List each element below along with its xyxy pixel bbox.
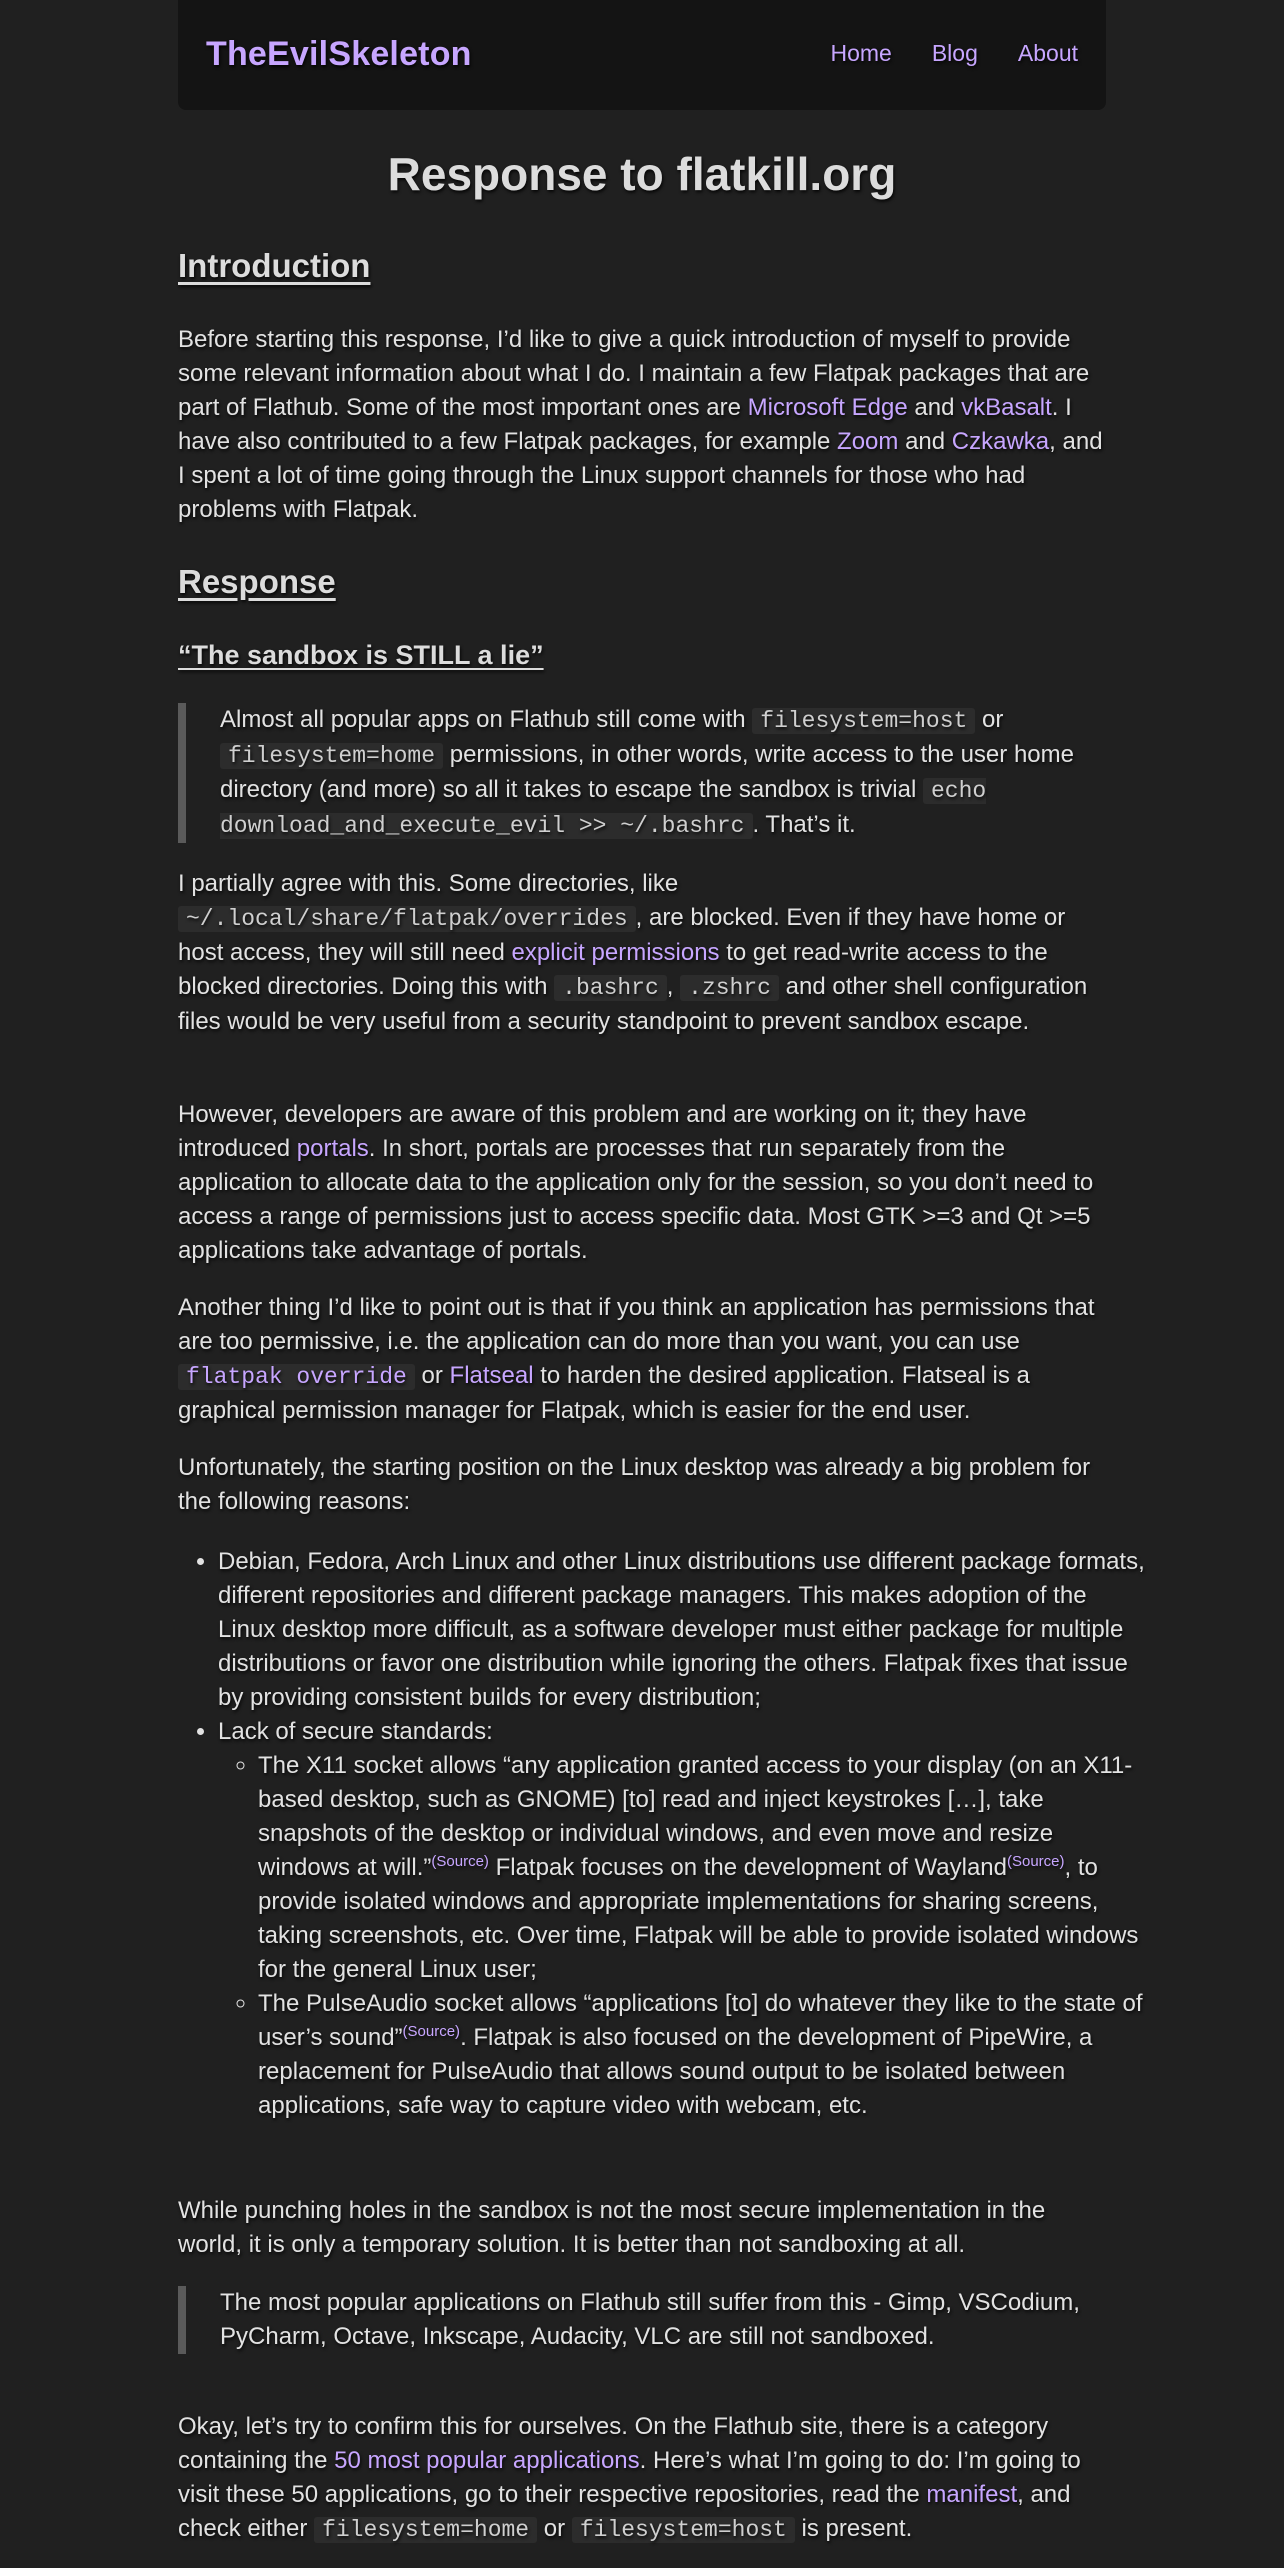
link-source[interactable]: (Source) — [431, 1853, 489, 1870]
text: or — [537, 2515, 572, 2542]
text: . Flatpak is also focused on the development of PipeWire, a replacement for PulseAudio that allows sound output to be isolated between applications, safe way to capture video with webcam, etc. — [258, 2024, 1093, 2119]
text: The PulseAudio socket allows “applications [to] do whatever they like to the state of user’s sound” — [258, 1990, 1143, 2051]
site-header — [178, 0, 1106, 110]
intro-paragraph — [178, 323, 1106, 527]
text: and other shell configuration files would be very useful from a security standpoint to prevent sandbox escape. — [178, 973, 1088, 1035]
code-bashrc: .bashrc — [554, 975, 667, 1001]
code-echo-command: echo download_and_execute_evil >> ~/.bashrc — [220, 778, 987, 839]
link-source[interactable]: (Source) — [402, 2023, 461, 2040]
heading-sandbox-lie: “The sandbox is STILL a lie” — [178, 640, 544, 670]
text: and — [907, 394, 962, 421]
quote-text: The most popular applications on Flathub still suffer from this - Gimp, VSCodium, PyCharm, Octave, Inkscape, Audacity, VLC are still not sandboxed. — [220, 2289, 1080, 2350]
text: Okay, let’s try to confirm this for ourselves. On the Flathub site, there is a category containing the — [178, 2413, 1049, 2474]
paragraph-overrides — [178, 867, 1106, 1039]
text: The X11 socket allows “any application granted access to your display (on an X11-based desktop, such as GNOME) [to] read and inject keystrokes […], take snapshots of the desktop or individual windows, and even move and resize windows at will.” — [258, 1752, 1133, 1881]
link-flatseal[interactable]: Flatseal — [449, 1362, 534, 1389]
code-flatpak-override: flatpak override — [178, 1364, 415, 1390]
text: I partially agree with this. Some directories, like — [178, 870, 679, 897]
text: Another thing I’d like to point out is that if you think an application has permissions that are too permissive, i.e. the application can do more than you want, you can use — [178, 1294, 1095, 1355]
nav-blog[interactable]: Blog — [931, 40, 978, 66]
text: to get read-write access to the blocked directories. Doing this with — [178, 939, 1048, 1000]
text: or — [975, 706, 1004, 733]
page-title: Response to flatkill.org — [387, 148, 897, 200]
link-vkbasalt[interactable]: vkBasalt — [961, 394, 1052, 421]
paragraph-starting-position: Unfortunately, the starting position on the Linux desktop was already a big problem for the following reasons: — [178, 1454, 1091, 1515]
quote-text — [220, 703, 1106, 843]
site-brand-link[interactable]: TheEvilSkeleton — [206, 35, 472, 73]
text: However, developers are aware of this problem and are working on it; they have introduced — [178, 1101, 1027, 1162]
text: is present. — [794, 2515, 913, 2542]
reasons-list — [178, 1545, 1146, 2123]
quote-filesystem — [178, 703, 1106, 843]
nav-home[interactable]: Home — [830, 40, 892, 66]
heading-introduction: Introduction — [178, 247, 371, 284]
link-zoom[interactable]: Zoom — [837, 428, 899, 455]
text: permissions, in other words, write access to the user home directory (and more) so all it takes to escape the sandbox is trivial — [220, 741, 1074, 803]
sub-list — [218, 1749, 1146, 2123]
main-nav — [830, 38, 1078, 68]
text: , and I spent a lot of time going through the Linux support channels for those who had problems with Flatpak. — [178, 428, 1103, 523]
text: Flatpak focuses on the development of Wayland — [488, 1854, 1007, 1881]
text: to harden the desired application. Flatseal is a graphical permission manager for Flatpak, which is easier for the end user. — [178, 1362, 1030, 1424]
text: . I have also contributed to a few Flatpak packages, for example — [178, 394, 1072, 455]
link-portals[interactable]: portals — [296, 1135, 369, 1162]
text: , are blocked. Even if they have home or host access, they will still need — [178, 904, 1066, 966]
text: , — [666, 973, 681, 1000]
code-zshrc: .zshrc — [680, 975, 779, 1001]
text: or — [414, 1362, 450, 1389]
paragraph-override — [178, 1291, 1106, 1428]
list-item — [218, 1715, 1146, 2123]
paragraph-punching-holes: While punching holes in the sandbox is not the most secure implementation in the world, it is only a temporary solution. It is better than not sandboxing at all. — [178, 2197, 1046, 2258]
text: . That’s it. — [752, 811, 856, 838]
list-item — [258, 1987, 1146, 2123]
code-filesystem-home: filesystem=home — [220, 743, 443, 769]
link-microsoft-edge[interactable]: Microsoft Edge — [747, 394, 908, 421]
code-overrides-path: ~/.local/share/flatpak/overrides — [178, 906, 636, 932]
heading-response: Response — [178, 563, 336, 600]
text: and — [898, 428, 952, 455]
code-filesystem-host: filesystem=host — [752, 708, 975, 734]
paragraph-portals — [178, 1098, 1106, 1268]
paragraph-confirm — [178, 2410, 1106, 2547]
list-item — [258, 1749, 1146, 1987]
code-filesystem-home: filesystem=home — [314, 2517, 537, 2543]
text: , and check either — [178, 2481, 1071, 2542]
text: Before starting this response, I’d like to give a quick introduction of myself to provide some relevant information about what I do. I maintain a few Flatpak packages that are part of Flathub. Some of the most important ones are — [178, 326, 1090, 421]
text: . In short, portals are processes that run separately from the application to allocate data to the application only for the session, so you don’t need to access a range of permissions just to access specific data. Most GTK >=3 and Qt >=5 applications take advantage of portals. — [178, 1135, 1094, 1264]
text: . Here’s what I’m going to do: I’m going to visit these 50 applications, go to their respective repositories, read the — [178, 2447, 1081, 2508]
link-50-popular-apps[interactable]: 50 most popular applications — [334, 2447, 640, 2474]
link-manifest[interactable]: manifest — [926, 2481, 1018, 2508]
code-filesystem-host: filesystem=host — [572, 2517, 795, 2543]
list-item: • Debian, Fedora, Arch Linux and other Linux distributions use different package formats, different repositories and different package managers. This makes adoption of the Linux desktop more difficult, as a software developer must either package for multiple distributions or favor one distribution while ignoring the others. Flatpak fixes that issue by providing consistent builds for every distribution; — [218, 1545, 1146, 1715]
link-explicit-permissions[interactable]: explicit permissions — [511, 939, 720, 966]
text: , to provide isolated windows and appropriate implementations for sharing screens, taking screenshots, etc. Over time, Flatpak will be able to provide isolated windows for the general Linux user; — [258, 1854, 1139, 1983]
nav-about[interactable]: About — [1017, 40, 1078, 66]
link-source[interactable]: (Source) — [1007, 1853, 1065, 1870]
quote-popular-apps — [178, 2286, 1106, 2354]
link-czkawka[interactable]: Czkawka — [951, 428, 1050, 455]
text: Lack of secure standards: — [218, 1718, 493, 1745]
text: Almost all popular apps on Flathub still come with — [220, 706, 753, 733]
